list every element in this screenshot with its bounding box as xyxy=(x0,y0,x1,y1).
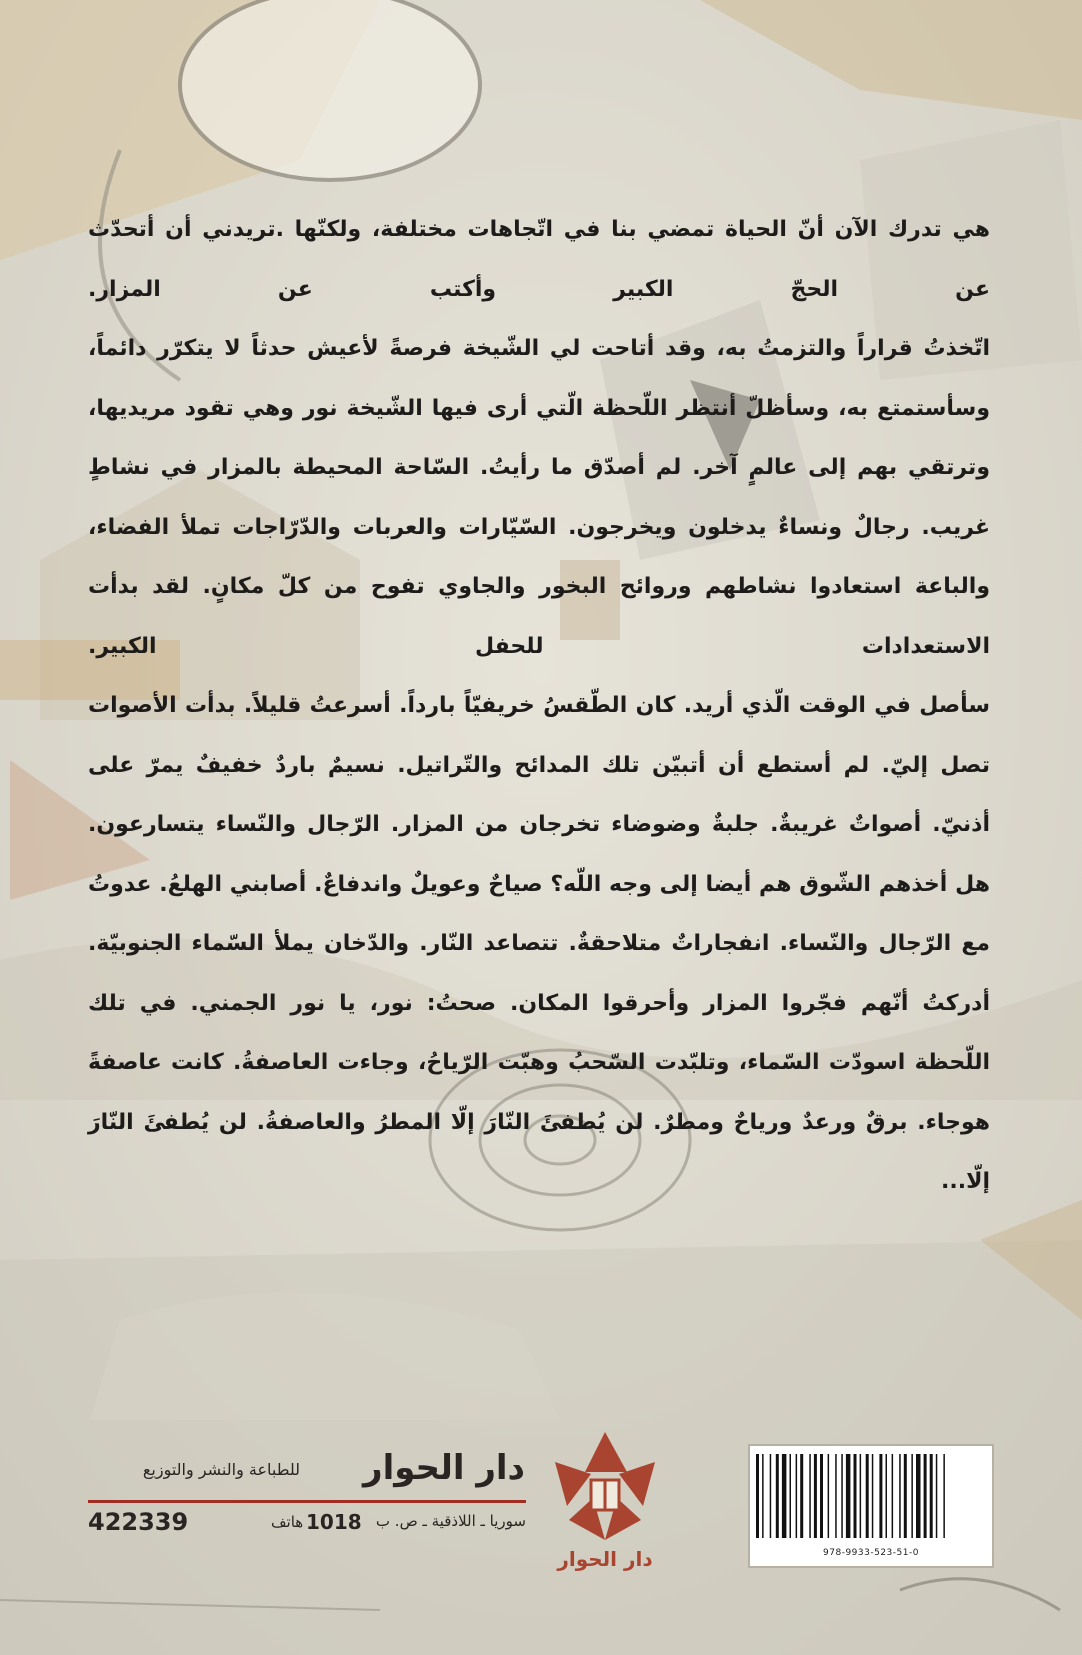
barcode-bar xyxy=(776,1454,779,1538)
paragraph-2: اتّخذتُ قراراً والتزمتُ به، وقد أتاحت لي الشّيخة فرصةً لأعيش حدثاً لا يتكرّر دائماً، وسأستمتع به، وسأظلّ أنتظر اللّحظة الّتي أرى فيها الشّيخة نور وهي تقود مريديها، وترتقي بهم إلى عالمٍ آخر. لم أصدّق ما رأيتُ. السّاحة المحيطة بالمزار في نشاطٍ غريب. رجالٌ ونساءٌ يدخلون ويخرجون. السّيّارات والعربات والدّرّاجات تملأ الفضاء، والباعة استعادوا نشاطهم وروائح البخور والجاوي تفوح من كلّ مكانٍ. لقد بدأت الاستعدادات للحفل الكبير. xyxy=(88,336,990,659)
barcode-bar xyxy=(809,1454,811,1538)
back-cover-text xyxy=(88,200,990,1212)
barcode-bar xyxy=(892,1454,894,1538)
barcode-bar xyxy=(841,1454,843,1538)
barcode-bar xyxy=(846,1454,851,1538)
logo-text: دار الحوار xyxy=(557,1547,653,1571)
publisher-tagline: للطباعة والنشر والتوزيع xyxy=(142,1460,300,1479)
barcode-bar xyxy=(835,1454,837,1538)
barcode-bar xyxy=(886,1454,888,1538)
publisher-contact xyxy=(88,1510,526,1544)
publisher-logo-icon xyxy=(535,1428,675,1573)
barcode-bar xyxy=(943,1454,945,1538)
barcode-bar xyxy=(756,1454,759,1538)
barcode-bar xyxy=(930,1454,933,1538)
paragraph-3: سأصل في الوقت الّذي أريد. كان الطّقسُ خريفيّاً بارداً. أسرعتُ قليلاً. بدأت الأصوات تصل إليّ. لم أستطع أن أتبيّن تلك المدائح والتّراتيل. نسيمٌ باردٌ خفيفٌ يمرّ على أذنيّ. أصواتٌ غريبةٌ. جلبةٌ وضوضاء تخرجان من المزار. الرّجال والنّساء يتسارعون. هل أخذهم الشّوق هم أيضا إلى وجه اللّه؟ صياحٌ وعويلٌ واندفاعٌ. أصابني الهلعُ. عدوتُ مع الرّجال والنّساء. انفجاراتٌ متلاحقةٌ. تتصاعد النّار. والدّخان يملأ السّماء الجنوبيّة. أدركتُ أنّهم فجّروا المزار وأحرقوا المكان. صحتُ: نور، يا نور الجمني. في تلك اللّحظة اسودّت السّماء، وتلبّدت السّحبُ وهبّت الرّياحُ، وجاءت العاصفةُ. كانت عاصفةً هوجاء. برقٌ ورعدٌ ورياحٌ ومطرٌ. لن يُطفئَ النّارَ إلّا المطرُ والعاصفةُ. لن يُطفئَ النّارَ إلّا... xyxy=(88,693,990,1194)
barcode-bar xyxy=(924,1454,927,1538)
barcode-bar xyxy=(800,1454,803,1538)
barcode-bar xyxy=(854,1454,857,1538)
barcode-bar xyxy=(936,1454,938,1538)
barcode-bar xyxy=(828,1454,830,1538)
barcode-bar xyxy=(814,1454,817,1538)
phone-label: هاتف xyxy=(271,1513,304,1531)
isbn-barcode xyxy=(748,1444,994,1568)
isbn-number: 978-9933-523-51-0 xyxy=(823,1548,919,1558)
barcode-bar xyxy=(911,1454,913,1538)
barcode-bars xyxy=(756,1454,984,1538)
barcode-bar xyxy=(770,1454,772,1538)
paragraph-1: هي تدرك الآن أنّ الحياة تمضي بنا في اتّجاهات مختلفة، ولكنّها .تريدني أن أتحدّث عن الحجّ الكبير وأكتب عن المزار. xyxy=(88,217,990,302)
publisher-divider xyxy=(88,1500,526,1503)
barcode-bar xyxy=(904,1454,907,1538)
barcode-bar xyxy=(796,1454,798,1538)
barcode-bar xyxy=(860,1454,862,1538)
barcode-bar xyxy=(916,1454,921,1538)
barcode-bar xyxy=(820,1454,823,1538)
barcode-bar xyxy=(899,1454,901,1538)
barcode-bar xyxy=(762,1454,764,1538)
po-box-number: 1018 xyxy=(306,1510,362,1534)
barcode-bar xyxy=(782,1454,787,1538)
barcode-bar xyxy=(866,1454,869,1538)
barcode-bar xyxy=(879,1454,882,1538)
phone-number: 422339 xyxy=(88,1508,189,1536)
publisher-address: سوريا ـ اللاذقية ـ ص. ب xyxy=(375,1512,526,1530)
barcode-bar xyxy=(872,1454,874,1538)
publisher-name: دار الحوار xyxy=(363,1448,525,1488)
barcode-bar xyxy=(790,1454,792,1538)
